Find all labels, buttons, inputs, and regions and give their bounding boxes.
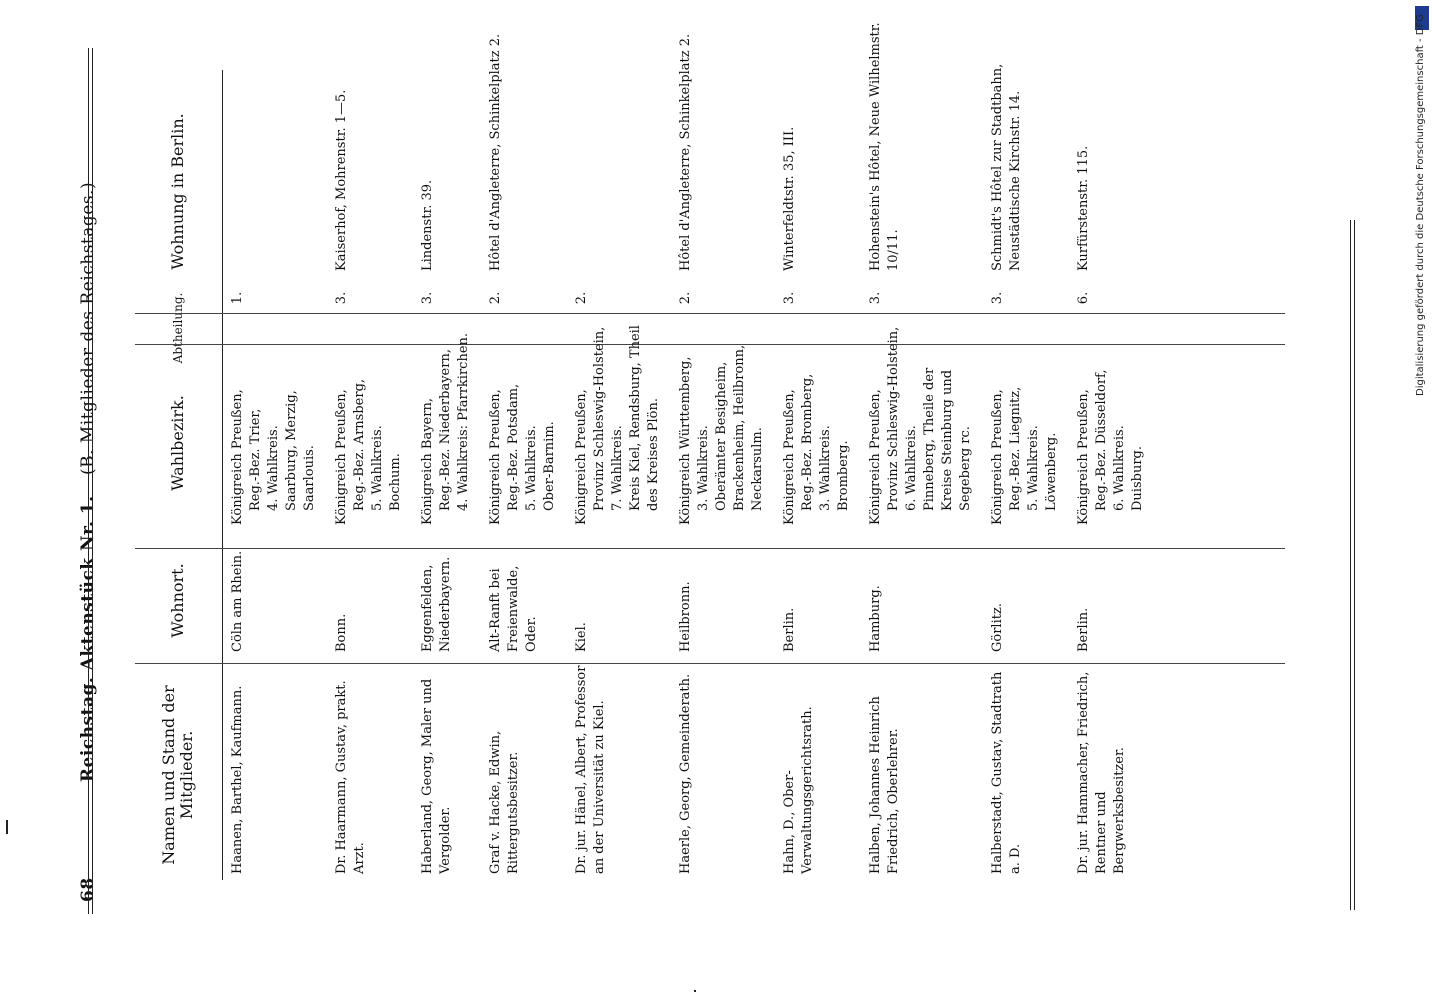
- district-line: Löwenberg.: [1044, 432, 1059, 511]
- district-line: 5. Wahlkreis.: [524, 425, 539, 511]
- district-line: Reg.-Bez. Potsdam,: [506, 383, 521, 511]
- col-header-address: Wohnung in Berlin.: [167, 113, 187, 270]
- district-line: Provinz Schleswig-Holstein,: [592, 326, 607, 511]
- member-place: Alt-Ranft bei Freienwalde, Oder.: [488, 565, 539, 652]
- district-line: Königreich Preußen,: [782, 389, 797, 525]
- member-place: Kiel.: [574, 622, 589, 652]
- column-header-rule: [222, 70, 223, 880]
- member-district: [777, 319, 863, 531]
- district-line: Königreich Preußen,: [230, 389, 245, 525]
- district-line: Königreich Preußen,: [334, 389, 349, 525]
- member-division: 2.: [678, 291, 693, 305]
- member-name: Haerle, Georg, Gemeinderath.: [678, 673, 693, 874]
- member-division: 3.: [420, 291, 435, 305]
- district-line: Königreich Preußen,: [488, 389, 503, 525]
- member-district: [673, 319, 777, 531]
- member-name: Graf v. Hacke, Edwin, Rittergutsbesitzer.: [488, 730, 521, 874]
- district-line: Ober-Barnim.: [542, 421, 557, 511]
- member-division: 2.: [574, 291, 589, 305]
- member-row: [673, 10, 777, 880]
- member-name: Dr. jur. Hänel, Albert, Professor an der Universität zu Kiel.: [574, 665, 607, 874]
- member-district: [863, 319, 985, 531]
- member-place: Eggenfelden, Niederbayern.: [420, 556, 453, 652]
- footer-rule: [1350, 220, 1351, 910]
- member-division: 3.: [334, 291, 349, 305]
- district-line: Pinneberg, Theile der Kreise Steinburg und Segeberg rc.: [922, 367, 973, 511]
- member-row: [777, 10, 863, 880]
- district-line: Reg.-Bez. Bromberg,: [800, 373, 815, 511]
- member-district: [569, 319, 673, 531]
- member-place: Hamburg.: [868, 585, 883, 652]
- header-rule-double: [92, 48, 93, 914]
- district-line: Reg.-Bez. Arnsberg,: [352, 378, 367, 511]
- member-division: 6.: [1076, 291, 1091, 305]
- document-title: Reichstag. Aktenstück Nr. 1.: [78, 495, 98, 783]
- district-line: 6. Wahlkreis.: [1112, 425, 1127, 511]
- member-address: Hôtel d'Angleterre, Schinkelplatz 2.: [488, 33, 503, 271]
- header-rule: [88, 48, 89, 914]
- column-headers: [135, 70, 220, 880]
- district-line: 4. Wahlkreis.: [266, 425, 281, 511]
- member-address: Kurfürstenstr. 115.: [1076, 145, 1091, 271]
- member-row: [1071, 10, 1157, 880]
- member-place: Berlin.: [1076, 607, 1091, 652]
- district-line: 7. Wahlkreis.: [610, 425, 625, 511]
- col-header-division: Abtheilung.: [170, 292, 185, 364]
- document-subtitle: (B. Mitglieder des Reichstages.): [78, 181, 98, 476]
- member-district: [483, 319, 569, 531]
- member-row: [225, 10, 329, 880]
- scan-mark: [6, 820, 8, 834]
- member-row: [569, 10, 673, 880]
- district-line: Bochum.: [388, 453, 403, 511]
- district-line: 5. Wahlkreis.: [1026, 425, 1041, 511]
- district-line: Königreich Bayern,: [420, 398, 435, 525]
- district-line: Saarburg, Merzig, Saarlouis.: [284, 390, 317, 511]
- district-line: 3. Wahlkreis.: [818, 425, 833, 511]
- member-address: Winterfeldtstr. 35, III.: [782, 126, 797, 271]
- district-line: Königreich Preußen,: [990, 389, 1005, 525]
- district-line: Bromberg.: [836, 440, 851, 511]
- member-place: Cöln am Rhein.: [230, 550, 245, 652]
- member-name: Dr. Haarmann, Gustav, prakt. Arzt.: [334, 680, 367, 874]
- member-division: 3.: [990, 291, 1005, 305]
- district-line: Kreis Kiel, Rendsburg, Theil des Kreises Plön.: [628, 325, 661, 511]
- district-line: Königreich Preußen,: [1076, 389, 1091, 525]
- district-line: Reg.-Bez. Niederbayern,: [438, 349, 453, 511]
- member-district: [225, 319, 329, 531]
- member-division: 3.: [868, 291, 883, 305]
- member-district: [329, 319, 415, 531]
- member-address: [569, 10, 673, 277]
- member-address: [225, 10, 329, 277]
- district-line: Reg.-Bez. Trier,: [248, 408, 263, 511]
- district-line: Reg.-Bez. Düsseldorf,: [1094, 369, 1109, 511]
- members-table: [225, 10, 1157, 880]
- digitization-credit-text: Digitalisierung gefördert durch die Deutsche Forschungsgemeinschaft - DFG: [1415, 13, 1426, 396]
- member-name: Halberstadt, Gustav, Stadtrath a. D.: [990, 671, 1023, 874]
- district-line: Provinz Schleswig-Holstein,: [886, 326, 901, 511]
- member-row: [483, 10, 569, 880]
- member-district: [415, 319, 483, 531]
- district-line: Duisburg.: [1130, 446, 1145, 511]
- col-header-name: Namen und Stand der Mitglieder.: [158, 685, 196, 865]
- digitization-credit: [1415, 6, 1429, 396]
- district-line: Königreich Württemberg,: [678, 356, 693, 525]
- member-name: Hahn, D., Ober-Verwaltungsgerichtsrath.: [782, 706, 815, 874]
- member-address: Lindenstr. 39.: [420, 179, 435, 271]
- member-place: Berlin.: [782, 607, 797, 652]
- member-row: [985, 10, 1071, 880]
- col-header-place: Wohnort.: [167, 563, 187, 638]
- scan-mark: [694, 990, 696, 992]
- member-name: Dr. jur. Hammacher, Friedrich, Rentner und Bergwerksbesitzer.: [1076, 671, 1127, 874]
- district-line: 6. Wahlkreis.: [904, 425, 919, 511]
- member-place: Görlitz.: [990, 603, 1005, 652]
- member-place: Heilbronn.: [678, 581, 693, 652]
- member-division: 2.: [488, 291, 503, 305]
- member-address: Kaiserhof, Mohrenstr. 1—5.: [334, 89, 349, 271]
- footer-rule-double: [1354, 220, 1355, 910]
- page-number: 68: [78, 877, 98, 902]
- district-line: Königreich Preußen,: [868, 389, 883, 525]
- district-line: Oberämter Besigheim, Brackenheim, Heilbronn, Neckarsulm.: [714, 344, 765, 511]
- district-line: Reg.-Bez. Liegnitz,: [1008, 386, 1023, 511]
- col-header-district: Wahlbezirk.: [167, 395, 187, 491]
- member-district: [1071, 319, 1157, 531]
- member-row: [415, 10, 483, 880]
- member-name: Halben, Johannes Heinrich Friedrich, Oberlehrer.: [868, 696, 901, 874]
- district-line: 4. Wahlkreis: Pfarrkirchen.: [456, 332, 471, 511]
- member-address: Hôtel d'Angleterre, Schinkelplatz 2.: [678, 33, 693, 271]
- district-line: Königreich Preußen,: [574, 389, 589, 525]
- member-division: 3.: [782, 291, 797, 305]
- member-name: Haberland, Georg, Maler und Vergolder.: [420, 678, 453, 874]
- member-division: 1.: [230, 291, 245, 305]
- district-line: 3. Wahlkreis.: [696, 425, 711, 511]
- member-place: Bonn.: [334, 613, 349, 652]
- member-name: Haanen, Barthel, Kaufmann.: [230, 685, 245, 874]
- member-row: [329, 10, 415, 880]
- member-district: [985, 319, 1071, 531]
- member-address: Schmidt's Hôtel zur Stadtbahn, Neustädtische Kirchstr. 14.: [990, 63, 1023, 271]
- member-row: [863, 10, 985, 880]
- district-line: 5. Wahlkreis.: [370, 425, 385, 511]
- member-address: Hohenstein's Hôtel, Neue Wilhelmstr. 10/11.: [868, 22, 901, 271]
